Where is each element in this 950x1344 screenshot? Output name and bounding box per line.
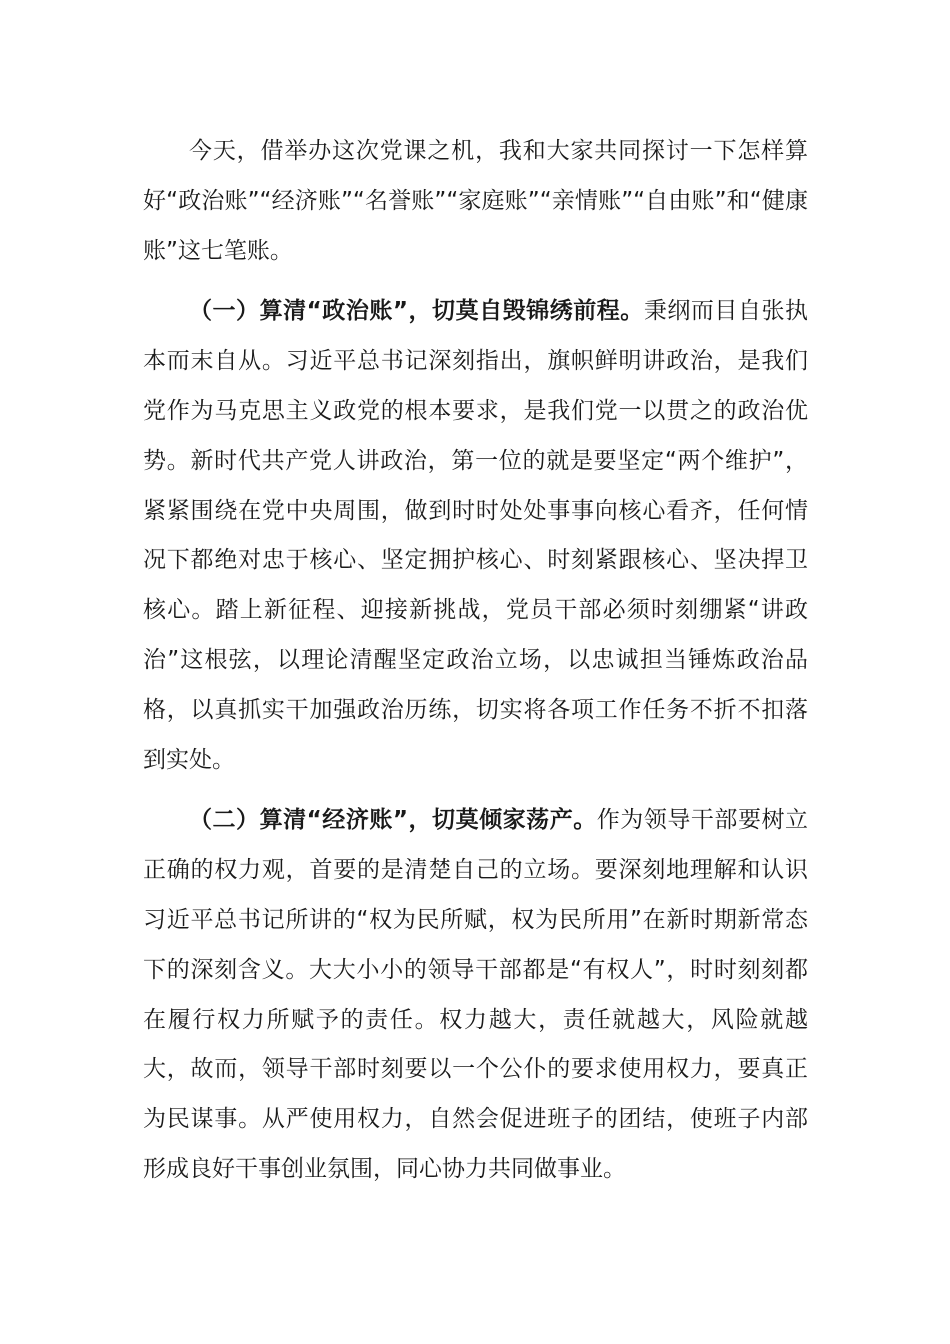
document-body	[143, 127, 808, 1195]
section-1-heading: （一）算清“政治账”，切莫自毁锦绣前程。	[189, 298, 644, 325]
section-2-body: 作为领导干部要树立正确的权力观，首要的是清楚自己的立场。要深刻地理解和认识习近平总书记所讲的“权为民所赋，权为民所用”在新时期新常态下的深刻含义。大大小小的领导干部都是“有权人”，时时刻刻都在履行权力所赋予的责任。权力越大，责任就越大，风险就越大，故而，领导干部时刻要以一个公仆的要求使用权力，要真正为民谋事。从严使用权力，自然会促进班子的团结，使班子内部形成良好干事创业氛围，同心协力共同做事业。	[143, 807, 809, 1182]
intro-paragraph: 今天，借举办这次党课之机，我和大家共同探讨一下怎样算好“政治账”“经济账”“名誉账”“家庭账”“亲情账”“自由账”和“健康账”这七笔账。	[143, 138, 808, 264]
section-2-heading: （二）算清“经济账”，切莫倾家荡产。	[189, 807, 597, 834]
section-2-paragraph	[143, 796, 808, 1194]
section-1-paragraph	[143, 287, 808, 785]
section-1-body: 秉纲而目自张执本而末自从。习近平总书记深刻指出，旗帜鲜明讲政治，是我们党作为马克思主义政党的根本要求，是我们党一以贯之的政治优势。新时代共产党人讲政治，第一位的就是要坚定“两个维护”，紧紧围绕在党中央周围，做到时时处处事事向核心看齐，任何情况下都绝对忠于核心、坚定拥护核心、时刻紧跟核心、坚决捍卫核心。踏上新征程、迎接新挑战，党员干部必须时刻绷紧“讲政治”这根弦，以理论清醒坚定政治立场，以忠诚担当锤炼政治品格，以真抓实干加强政治历练，切实将各项工作任务不折不扣落到实处。	[143, 298, 809, 773]
